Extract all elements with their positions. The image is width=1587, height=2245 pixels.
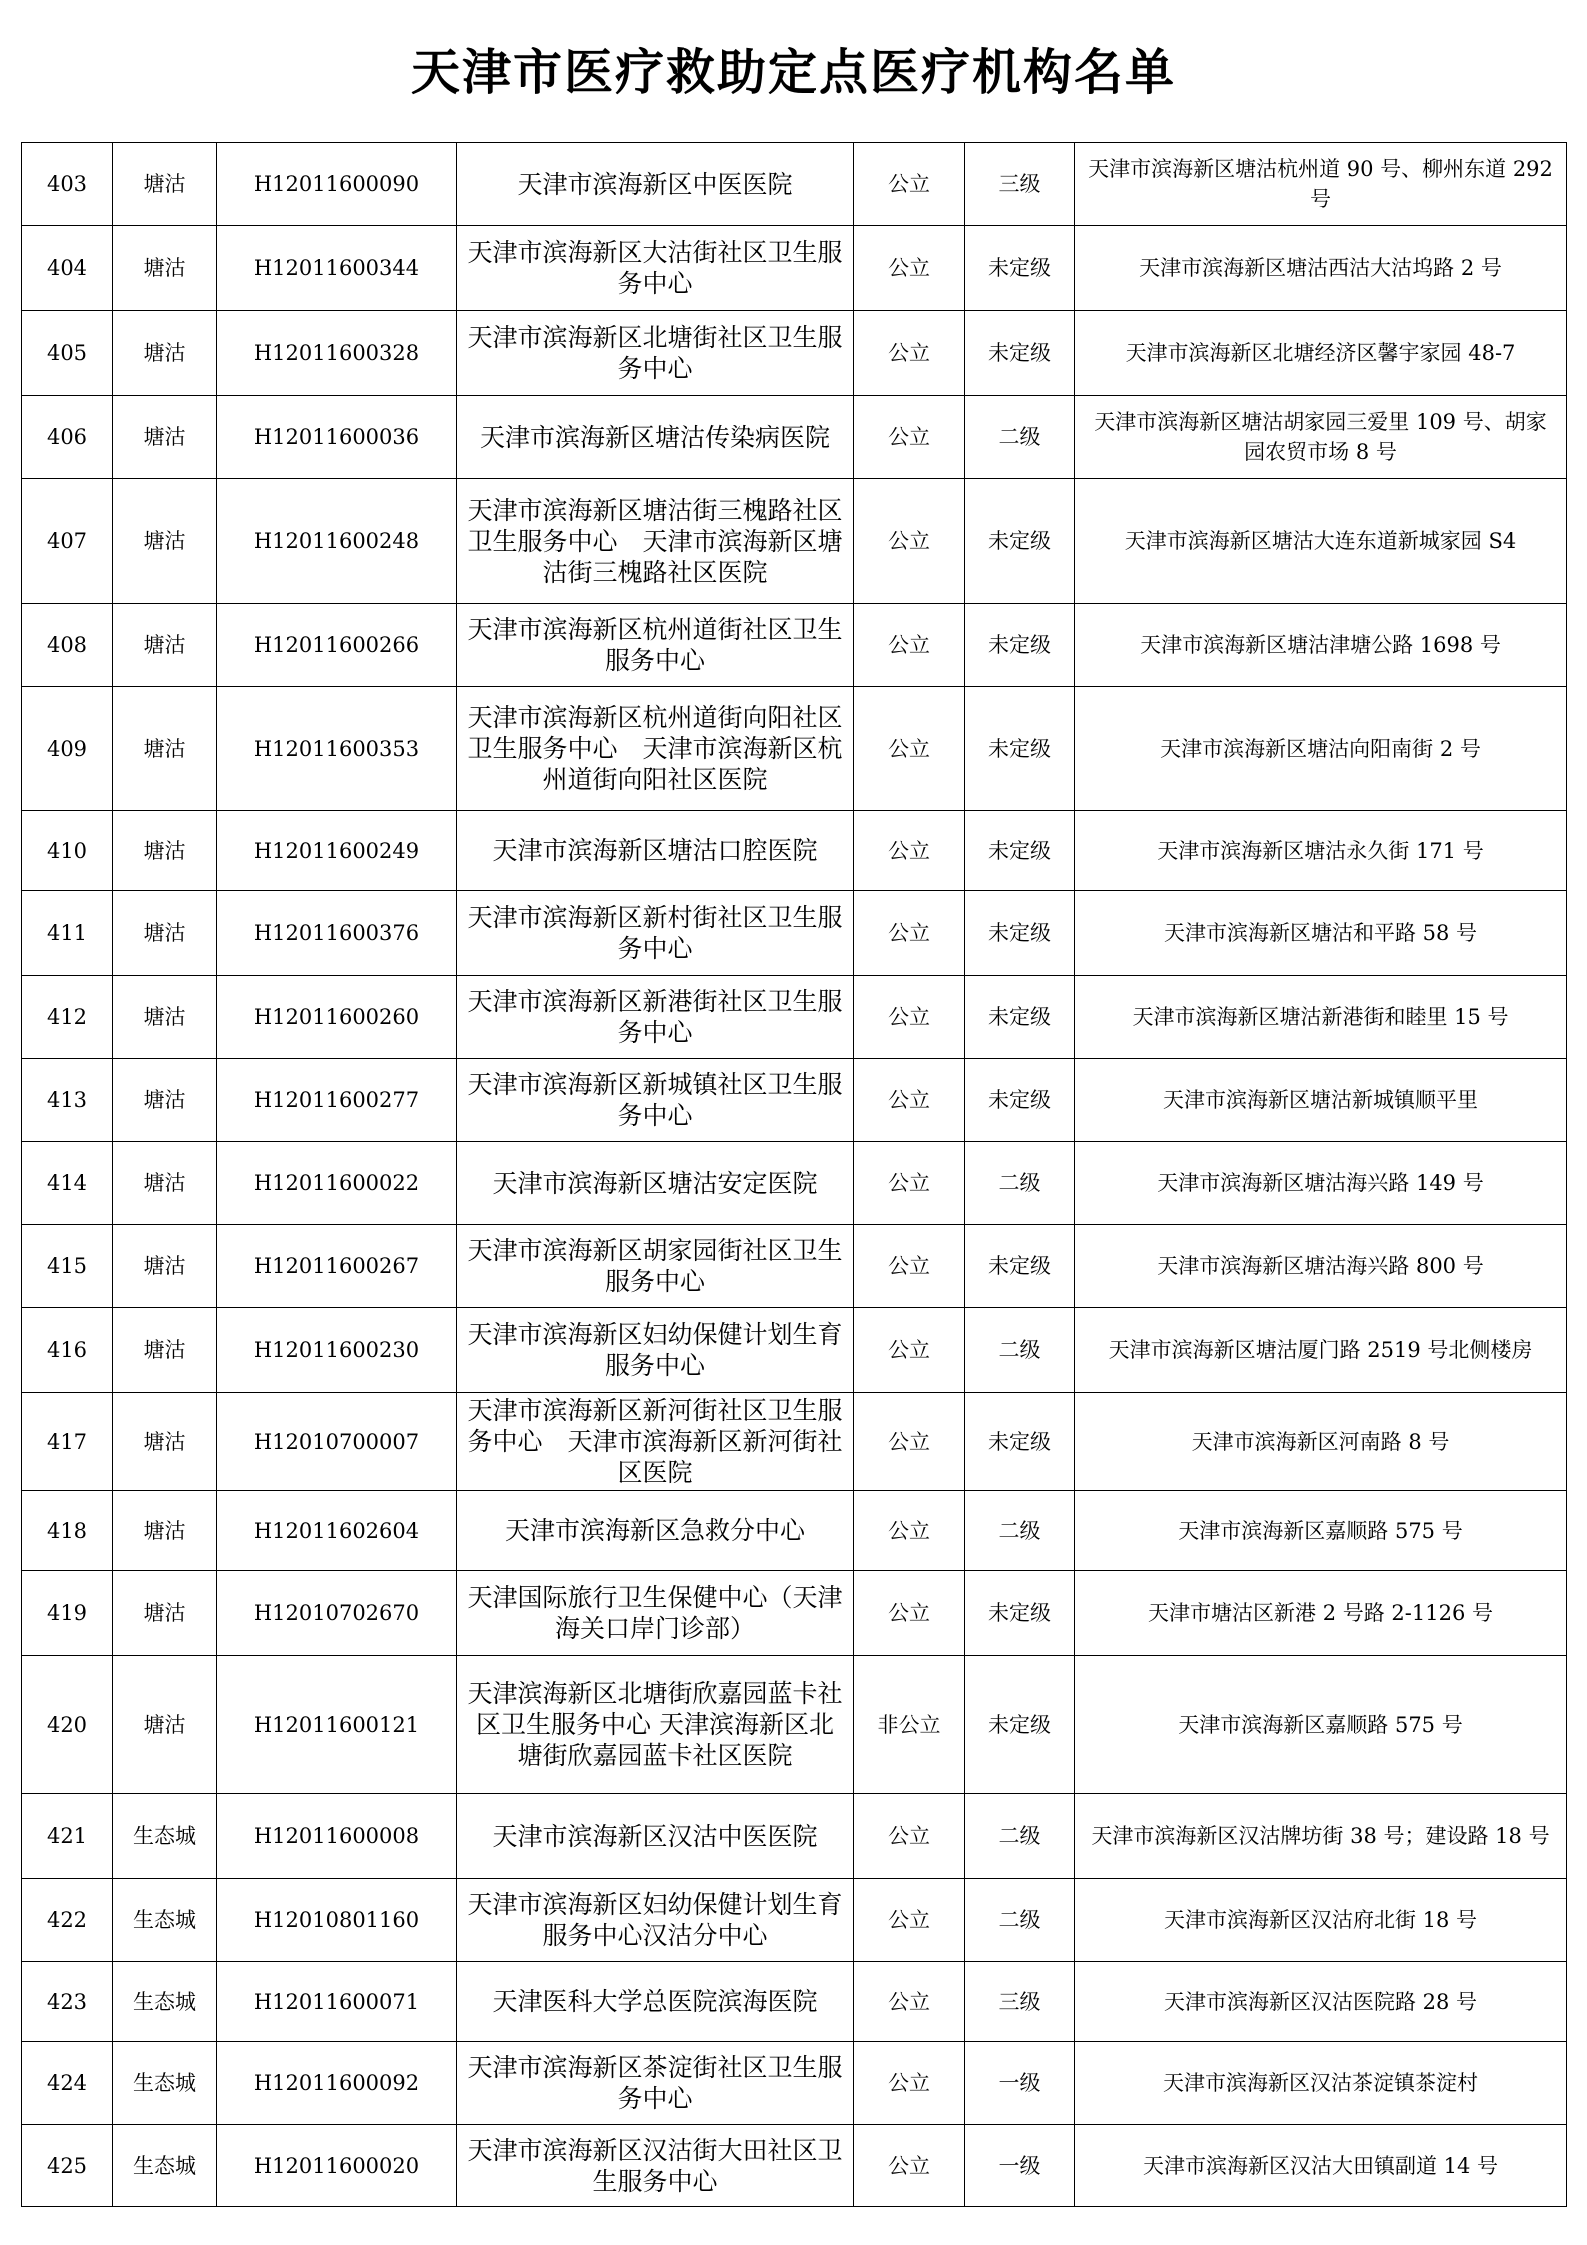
table-row (22, 1142, 1567, 1225)
ownership-cell: 公立 (854, 1308, 965, 1393)
district-cell: 塘沽 (113, 891, 217, 976)
institution-name-cell: 天津市滨海新区汉沽中医医院 (457, 1794, 854, 1879)
table-row (22, 891, 1567, 976)
row-number: 422 (22, 1879, 113, 1962)
address-cell: 天津市滨海新区汉沽牌坊街 38 号；建设路 18 号 (1075, 1794, 1567, 1879)
table-row (22, 143, 1567, 226)
row-number: 417 (22, 1393, 113, 1491)
institution-name-cell: 天津市滨海新区杭州道街社区卫生服务中心 (457, 604, 854, 687)
ownership-cell: 公立 (854, 1491, 965, 1571)
district-cell: 塘沽 (113, 143, 217, 226)
address-cell: 天津市滨海新区塘沽海兴路 149 号 (1075, 1142, 1567, 1225)
ownership-cell: 公立 (854, 311, 965, 396)
table-row (22, 1571, 1567, 1656)
address-cell: 天津市滨海新区塘沽海兴路 800 号 (1075, 1225, 1567, 1308)
institution-code-cell: H12010702670 (217, 1571, 457, 1656)
address-cell: 天津市滨海新区塘沽大连东道新城家园 S4 (1075, 479, 1567, 604)
institution-name-cell: 天津滨海新区北塘街欣嘉园蓝卡社区卫生服务中心 天津滨海新区北塘街欣嘉园蓝卡社区医院 (457, 1656, 854, 1794)
institution-name-cell: 天津市滨海新区妇幼保健计划生育服务中心 (457, 1308, 854, 1393)
ownership-cell: 公立 (854, 396, 965, 479)
level-cell: 未定级 (965, 311, 1075, 396)
row-number: 412 (22, 976, 113, 1059)
address-cell: 天津市滨海新区塘沽新港街和睦里 15 号 (1075, 976, 1567, 1059)
level-cell: 未定级 (965, 891, 1075, 976)
address-cell: 天津市滨海新区嘉顺路 575 号 (1075, 1491, 1567, 1571)
institution-code-cell: H12011600090 (217, 143, 457, 226)
address-cell: 天津市滨海新区嘉顺路 575 号 (1075, 1656, 1567, 1794)
institution-name-cell: 天津市滨海新区新村街社区卫生服务中心 (457, 891, 854, 976)
row-number: 425 (22, 2125, 113, 2207)
table-row (22, 2125, 1567, 2207)
level-cell: 二级 (965, 1794, 1075, 1879)
row-number: 416 (22, 1308, 113, 1393)
institution-name-cell: 天津市滨海新区塘沽安定医院 (457, 1142, 854, 1225)
ownership-cell: 公立 (854, 1879, 965, 1962)
table-row (22, 311, 1567, 396)
institution-code-cell: H12011600344 (217, 226, 457, 311)
institution-code-cell: H12011600260 (217, 976, 457, 1059)
ownership-cell: 公立 (854, 1393, 965, 1491)
district-cell: 生态城 (113, 2125, 217, 2207)
row-number: 421 (22, 1794, 113, 1879)
level-cell: 二级 (965, 1142, 1075, 1225)
institution-code-cell: H12011600277 (217, 1059, 457, 1142)
row-number: 408 (22, 604, 113, 687)
level-cell: 三级 (965, 1962, 1075, 2042)
row-number: 418 (22, 1491, 113, 1571)
address-cell: 天津市滨海新区河南路 8 号 (1075, 1393, 1567, 1491)
district-cell: 塘沽 (113, 1308, 217, 1393)
level-cell: 未定级 (965, 976, 1075, 1059)
institution-code-cell: H12011600249 (217, 811, 457, 891)
district-cell: 塘沽 (113, 604, 217, 687)
table-body (22, 143, 1567, 2207)
institution-name-cell: 天津医科大学总医院滨海医院 (457, 1962, 854, 2042)
institution-name-cell: 天津市滨海新区北塘街社区卫生服务中心 (457, 311, 854, 396)
institution-code-cell: H12011600008 (217, 1794, 457, 1879)
row-number: 405 (22, 311, 113, 396)
institution-code-cell: H12011600267 (217, 1225, 457, 1308)
level-cell: 未定级 (965, 811, 1075, 891)
table-row (22, 1656, 1567, 1794)
district-cell: 塘沽 (113, 311, 217, 396)
district-cell: 生态城 (113, 1879, 217, 1962)
district-cell: 塘沽 (113, 1059, 217, 1142)
level-cell: 二级 (965, 1879, 1075, 1962)
level-cell: 二级 (965, 1491, 1075, 1571)
address-cell: 天津市滨海新区塘沽津塘公路 1698 号 (1075, 604, 1567, 687)
address-cell: 天津市滨海新区塘沽厦门路 2519 号北侧楼房 (1075, 1308, 1567, 1393)
row-number: 415 (22, 1225, 113, 1308)
institution-code-cell: H12011600266 (217, 604, 457, 687)
table-row (22, 2042, 1567, 2125)
ownership-cell: 非公立 (854, 1656, 965, 1794)
level-cell: 二级 (965, 396, 1075, 479)
institution-code-cell: H12011600121 (217, 1656, 457, 1794)
district-cell: 塘沽 (113, 1393, 217, 1491)
table-row (22, 976, 1567, 1059)
district-cell: 塘沽 (113, 1225, 217, 1308)
ownership-cell: 公立 (854, 1142, 965, 1225)
institution-code-cell: H12011600230 (217, 1308, 457, 1393)
address-cell: 天津市滨海新区塘沽胡家园三爱里 109 号、胡家园农贸市场 8 号 (1075, 396, 1567, 479)
ownership-cell: 公立 (854, 2042, 965, 2125)
institution-code-cell: H12011600328 (217, 311, 457, 396)
district-cell: 塘沽 (113, 1491, 217, 1571)
table-row (22, 1879, 1567, 1962)
ownership-cell: 公立 (854, 226, 965, 311)
district-cell: 塘沽 (113, 1142, 217, 1225)
ownership-cell: 公立 (854, 479, 965, 604)
institution-name-cell: 天津市滨海新区塘沽传染病医院 (457, 396, 854, 479)
row-number: 407 (22, 479, 113, 604)
address-cell: 天津市塘沽区新港 2 号路 2-1126 号 (1075, 1571, 1567, 1656)
table-row (22, 604, 1567, 687)
row-number: 424 (22, 2042, 113, 2125)
address-cell: 天津市滨海新区汉沽医院路 28 号 (1075, 1962, 1567, 2042)
ownership-cell: 公立 (854, 1794, 965, 1879)
district-cell: 生态城 (113, 1794, 217, 1879)
table-row (22, 1491, 1567, 1571)
institution-code-cell: H12011600248 (217, 479, 457, 604)
row-number: 404 (22, 226, 113, 311)
institution-code-cell: H12011602604 (217, 1491, 457, 1571)
institution-code-cell: H12010801160 (217, 1879, 457, 1962)
level-cell: 未定级 (965, 1059, 1075, 1142)
institution-code-cell: H12011600022 (217, 1142, 457, 1225)
ownership-cell: 公立 (854, 687, 965, 811)
address-cell: 天津市滨海新区塘沽永久街 171 号 (1075, 811, 1567, 891)
level-cell: 未定级 (965, 1225, 1075, 1308)
table-row (22, 226, 1567, 311)
table-row (22, 1225, 1567, 1308)
institution-code-cell: H12011600092 (217, 2042, 457, 2125)
institution-name-cell: 天津市滨海新区胡家园街社区卫生服务中心 (457, 1225, 854, 1308)
level-cell: 一级 (965, 2125, 1075, 2207)
district-cell: 塘沽 (113, 479, 217, 604)
address-cell: 天津市滨海新区塘沽新城镇顺平里 (1075, 1059, 1567, 1142)
institution-code-cell: H12010700007 (217, 1393, 457, 1491)
address-cell: 天津市滨海新区汉沽大田镇副道 14 号 (1075, 2125, 1567, 2207)
district-cell: 塘沽 (113, 811, 217, 891)
table-row (22, 1059, 1567, 1142)
address-cell: 天津市滨海新区北塘经济区馨宇家园 48-7 (1075, 311, 1567, 396)
row-number: 403 (22, 143, 113, 226)
address-cell: 天津市滨海新区汉沽茶淀镇茶淀村 (1075, 2042, 1567, 2125)
page-title: 天津市医疗救助定点医疗机构名单 (410, 43, 1176, 101)
district-cell: 塘沽 (113, 396, 217, 479)
level-cell: 二级 (965, 1308, 1075, 1393)
level-cell: 未定级 (965, 479, 1075, 604)
level-cell: 未定级 (965, 604, 1075, 687)
table-row (22, 479, 1567, 604)
institution-name-cell: 天津市滨海新区新城镇社区卫生服务中心 (457, 1059, 854, 1142)
institution-name-cell: 天津市滨海新区妇幼保健计划生育服务中心汉沽分中心 (457, 1879, 854, 1962)
ownership-cell: 公立 (854, 604, 965, 687)
level-cell: 未定级 (965, 1656, 1075, 1794)
district-cell: 塘沽 (113, 976, 217, 1059)
row-number: 420 (22, 1656, 113, 1794)
ownership-cell: 公立 (854, 976, 965, 1059)
district-cell: 生态城 (113, 1962, 217, 2042)
row-number: 410 (22, 811, 113, 891)
level-cell: 一级 (965, 2042, 1075, 2125)
level-cell: 未定级 (965, 687, 1075, 811)
row-number: 413 (22, 1059, 113, 1142)
institution-name-cell: 天津市滨海新区杭州道街向阳社区卫生服务中心 天津市滨海新区杭州道街向阳社区医院 (457, 687, 854, 811)
institution-code-cell: H12011600020 (217, 2125, 457, 2207)
row-number: 406 (22, 396, 113, 479)
institution-name-cell: 天津市滨海新区大沽街社区卫生服务中心 (457, 226, 854, 311)
institution-code-cell: H12011600071 (217, 1962, 457, 2042)
row-number: 411 (22, 891, 113, 976)
institution-name-cell: 天津市滨海新区塘沽口腔医院 (457, 811, 854, 891)
institution-name-cell: 天津市滨海新区茶淀街社区卫生服务中心 (457, 2042, 854, 2125)
level-cell: 三级 (965, 143, 1075, 226)
institution-name-cell: 天津国际旅行卫生保健中心（天津海关口岸门诊部） (457, 1571, 854, 1656)
table-row (22, 1308, 1567, 1393)
institution-table (21, 142, 1567, 2207)
address-cell: 天津市滨海新区塘沽和平路 58 号 (1075, 891, 1567, 976)
institution-name-cell: 天津市滨海新区急救分中心 (457, 1491, 854, 1571)
institution-name-cell: 天津市滨海新区新河街社区卫生服务中心 天津市滨海新区新河街社区医院 (457, 1393, 854, 1491)
row-number: 414 (22, 1142, 113, 1225)
district-cell: 塘沽 (113, 226, 217, 311)
address-cell: 天津市滨海新区塘沽西沽大沽坞路 2 号 (1075, 226, 1567, 311)
institution-name-cell: 天津市滨海新区新港街社区卫生服务中心 (457, 976, 854, 1059)
district-cell: 生态城 (113, 2042, 217, 2125)
row-number: 409 (22, 687, 113, 811)
institution-code-cell: H12011600036 (217, 396, 457, 479)
row-number: 419 (22, 1571, 113, 1656)
address-cell: 天津市滨海新区塘沽杭州道 90 号、柳州东道 292 号 (1075, 143, 1567, 226)
table-row (22, 396, 1567, 479)
table-row (22, 1962, 1567, 2042)
ownership-cell: 公立 (854, 1059, 965, 1142)
institution-name-cell: 天津市滨海新区中医医院 (457, 143, 854, 226)
level-cell: 未定级 (965, 226, 1075, 311)
table-row (22, 811, 1567, 891)
institution-code-cell: H12011600376 (217, 891, 457, 976)
ownership-cell: 公立 (854, 891, 965, 976)
district-cell: 塘沽 (113, 1656, 217, 1794)
institution-name-cell: 天津市滨海新区塘沽街三槐路社区卫生服务中心 天津市滨海新区塘沽街三槐路社区医院 (457, 479, 854, 604)
level-cell: 未定级 (965, 1571, 1075, 1656)
ownership-cell: 公立 (854, 1962, 965, 2042)
address-cell: 天津市滨海新区塘沽向阳南街 2 号 (1075, 687, 1567, 811)
ownership-cell: 公立 (854, 811, 965, 891)
institution-name-cell: 天津市滨海新区汉沽街大田社区卫生服务中心 (457, 2125, 854, 2207)
institution-code-cell: H12011600353 (217, 687, 457, 811)
level-cell: 未定级 (965, 1393, 1075, 1491)
district-cell: 塘沽 (113, 1571, 217, 1656)
ownership-cell: 公立 (854, 143, 965, 226)
row-number: 423 (22, 1962, 113, 2042)
ownership-cell: 公立 (854, 1225, 965, 1308)
address-cell: 天津市滨海新区汉沽府北街 18 号 (1075, 1879, 1567, 1962)
district-cell: 塘沽 (113, 687, 217, 811)
table-row (22, 687, 1567, 811)
table-row (22, 1393, 1567, 1491)
table-row (22, 1794, 1567, 1879)
ownership-cell: 公立 (854, 1571, 965, 1656)
ownership-cell: 公立 (854, 2125, 965, 2207)
